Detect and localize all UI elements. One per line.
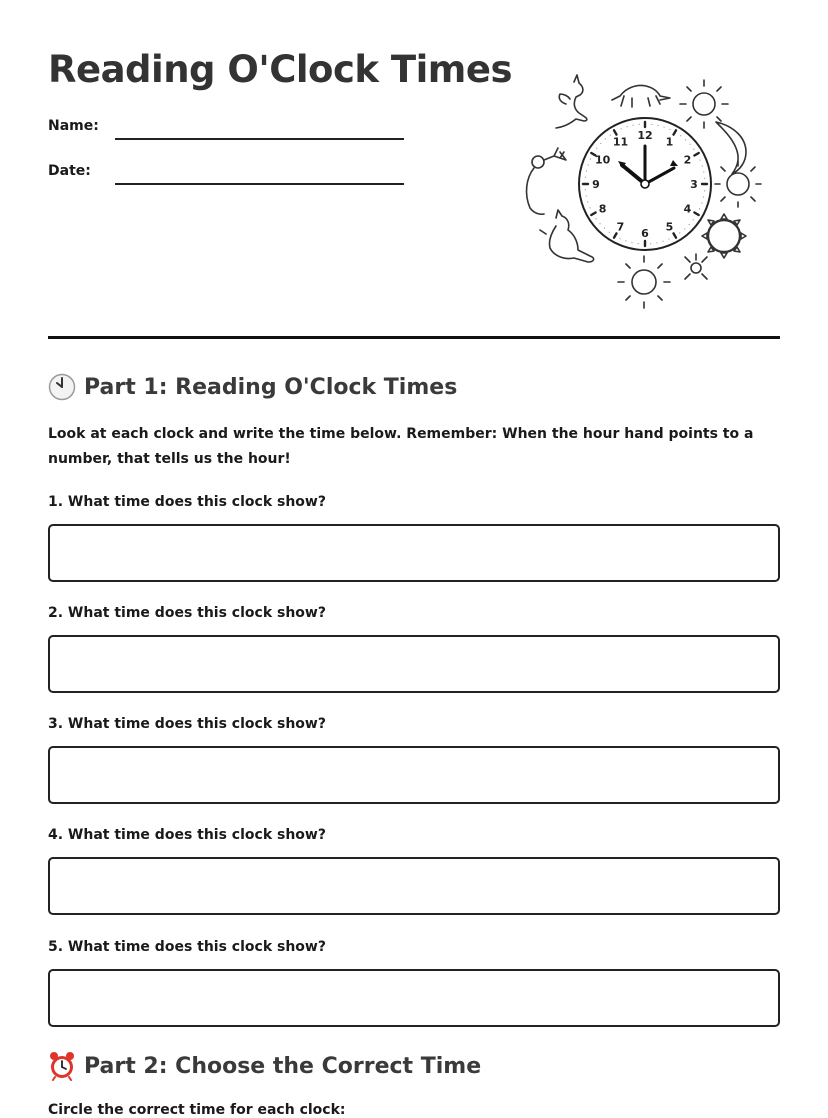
part2-heading	[48, 1051, 481, 1081]
clock-number: 10	[594, 153, 611, 167]
answer-box[interactable]	[48, 857, 780, 915]
clock-number: 2	[683, 153, 692, 167]
part1-title: Part 1: Reading O'Clock Times	[84, 374, 458, 400]
clock-number: 11	[612, 135, 629, 149]
clock-number: 5	[665, 220, 674, 234]
part2-instructions: Circle the correct time for each clock:	[48, 1102, 346, 1118]
answer-box[interactable]	[48, 635, 780, 693]
clock-number: 3	[690, 178, 698, 191]
header-divider	[48, 336, 780, 339]
answer-box[interactable]	[48, 746, 780, 804]
answer-box[interactable]	[48, 969, 780, 1027]
clock-illustration	[524, 64, 770, 310]
part1-instructions: Look at each clock and write the time below. Remember: When the hour hand points to a number, that tells us the hour!	[48, 426, 754, 467]
sun-icon	[618, 256, 670, 308]
answer-box[interactable]	[48, 524, 780, 582]
bug-icon	[685, 254, 707, 279]
clock-number: 12	[637, 129, 653, 142]
question-label: 5. What time does this clock show?	[48, 939, 326, 955]
part2-title: Part 2: Choose the Correct Time	[84, 1053, 482, 1079]
clock-number: 1	[665, 135, 674, 149]
sun-icon	[680, 80, 728, 128]
clock-number: 7	[616, 220, 625, 234]
question-label: 3. What time does this clock show?	[48, 716, 326, 732]
spiky-sun-icon	[702, 214, 746, 258]
date-write-line[interactable]	[115, 183, 404, 185]
date-field-row	[48, 163, 408, 193]
clock-number: 6	[641, 227, 649, 240]
date-label: Date:	[48, 163, 91, 179]
bird-icon	[527, 148, 566, 214]
clock-number: 9	[592, 178, 600, 191]
name-field-row	[48, 118, 408, 148]
kangaroo-icon	[556, 75, 587, 128]
worksheet-title: Reading O'Clock Times	[48, 48, 512, 91]
kangaroo-icon	[540, 210, 594, 262]
part1-heading	[48, 373, 457, 401]
question-label: 4. What time does this clock show?	[48, 827, 326, 843]
name-label: Name:	[48, 118, 99, 134]
question-label: 2. What time does this clock show?	[48, 605, 326, 621]
clock-face-emoji-icon	[48, 373, 76, 401]
alarm-clock-emoji-icon	[48, 1051, 76, 1081]
crescent-icon	[716, 122, 746, 174]
clock-number: 4	[683, 202, 692, 216]
name-write-line[interactable]	[115, 138, 404, 140]
question-label: 1. What time does this clock show?	[48, 494, 326, 510]
sun-icon	[715, 161, 761, 207]
clock-number: 8	[598, 202, 607, 216]
anteater-icon	[612, 85, 670, 107]
